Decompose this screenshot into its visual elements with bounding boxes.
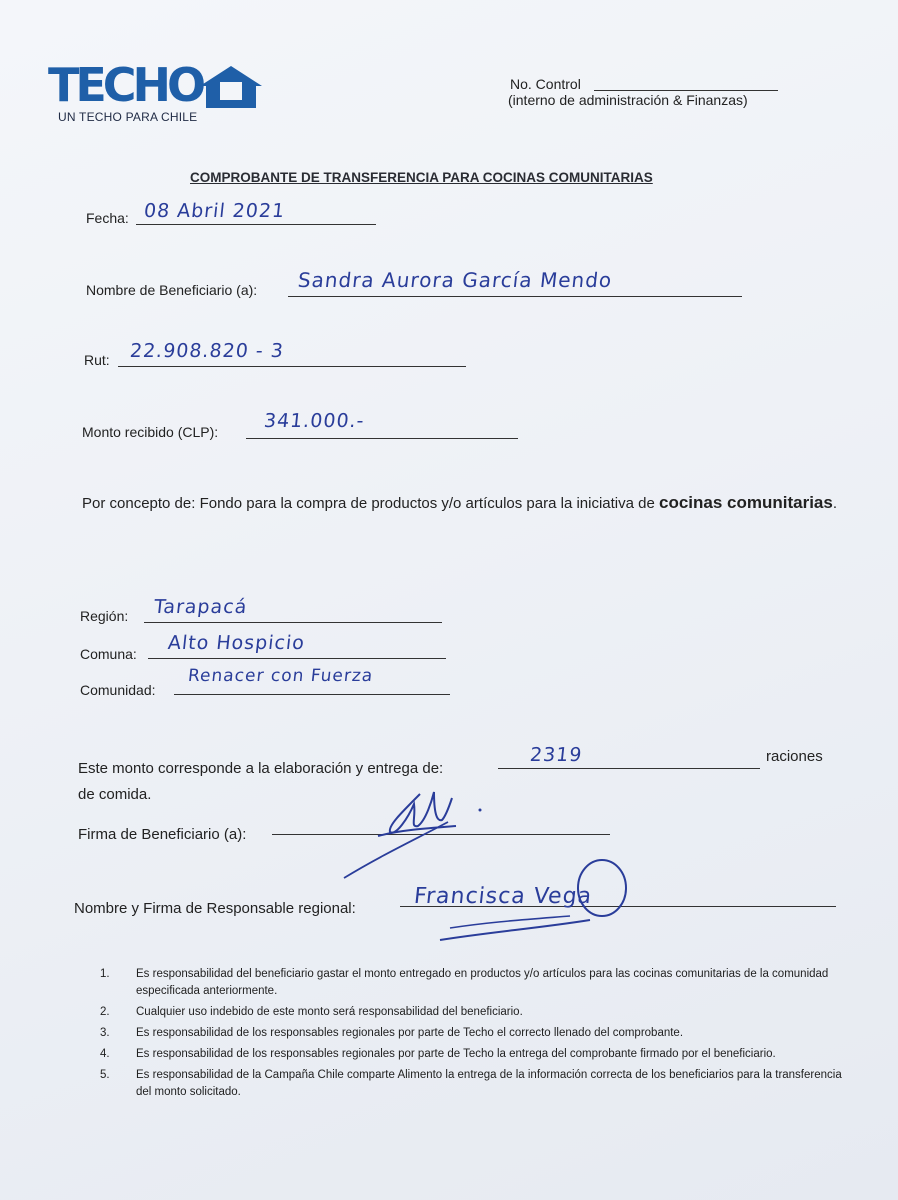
fecha-value: 08 Abril 2021 [142, 200, 287, 222]
concepto-end: . [832, 495, 838, 512]
fecha-label: Fecha: [86, 210, 129, 226]
note-number: 3. [100, 1027, 110, 1039]
beneficiario-value: Sandra Aurora García Mendo [296, 268, 614, 292]
region-value: Tarapacá [152, 596, 249, 618]
concepto-bold: cocinas comunitarias [659, 493, 833, 512]
techo-logo [48, 58, 228, 124]
note-number: 5. [100, 1069, 110, 1081]
monto-label: Monto recibido (CLP): [82, 424, 219, 440]
region-label: Región: [80, 608, 129, 624]
raciones-value: 2319 [528, 744, 584, 766]
raciones-suffix: raciones [766, 748, 823, 765]
comunidad-value: Renacer con Fuerza [186, 666, 375, 686]
comuna-field[interactable] [148, 658, 446, 659]
note-text: Cualquier uso indebido de este monto será responsabilidad del beneficiario. [136, 1006, 523, 1018]
raciones-field[interactable] [498, 768, 760, 769]
rut-field[interactable] [118, 366, 466, 367]
beneficiario-field[interactable] [288, 296, 742, 297]
rut-label: Rut: [84, 352, 110, 368]
control-label: No. Control [510, 76, 581, 92]
raciones-label: Este monto corresponde a la elaboración y entrega de: [78, 760, 444, 777]
document-title: COMPROBANTE DE TRANSFERENCIA PARA COCINAS COMUNITARIAS [190, 170, 653, 185]
monto-field[interactable] [246, 438, 518, 439]
raciones-line2: de comida. [78, 786, 152, 803]
comunidad-label: Comunidad: [80, 682, 156, 698]
beneficiario-label: Nombre de Beneficiario (a): [86, 282, 258, 298]
comuna-label: Comuna: [80, 646, 137, 662]
note-item [100, 1046, 860, 1063]
note-text: Es responsabilidad de los responsables regionales por parte de Techo el correcto llenado del comprobante. [136, 1027, 684, 1039]
responsible-signature-flourish [430, 850, 640, 946]
rut-value: 22.908.820 - 3 [128, 340, 285, 362]
note-item [100, 1004, 860, 1021]
note-item [100, 1025, 860, 1042]
note-number: 4. [100, 1048, 110, 1060]
house-icon [194, 64, 268, 110]
note-text: Es responsabilidad de la Campaña Chile comparte Alimento la entrega de la información correcta de los beneficiarios para la transferencia del monto solicitado. [136, 1069, 842, 1098]
note-text: Es responsabilidad de los responsables regionales por parte de Techo la entrega del comprobante firmado por el beneficiario. [136, 1048, 776, 1060]
firma-beneficiario-label: Firma de Beneficiario (a): [78, 826, 247, 843]
region-field[interactable] [144, 622, 442, 623]
note-number: 1. [100, 968, 110, 980]
note-item [100, 1067, 860, 1101]
firma-responsable-value: Francisca Vega [412, 884, 594, 909]
logo-wordmark: TECHO [48, 58, 203, 112]
note-item [100, 966, 860, 1000]
note-number: 2. [100, 1006, 110, 1018]
monto-value: 341.000.- [262, 410, 366, 432]
comuna-value: Alto Hospicio [166, 632, 307, 654]
notes-list [100, 966, 860, 1105]
concepto-paragraph [82, 486, 842, 521]
logo-tagline: UN TECHO PARA CHILE [58, 110, 198, 124]
note-text: Es responsabilidad del beneficiario gastar el monto entregado en productos y/o artículos para las cocinas comunitarias de la comunidad especificada anteriormente. [136, 968, 829, 997]
concepto-text: Por concepto de: Fondo para la compra de productos y/o artículos para la iniciativa de [82, 495, 659, 512]
control-field[interactable] [594, 90, 778, 91]
comunidad-field[interactable] [174, 694, 450, 695]
control-sublabel: (interno de administración & Finanzas) [508, 92, 748, 108]
fecha-field[interactable] [136, 224, 376, 225]
firma-responsable-label: Nombre y Firma de Responsable regional: [74, 900, 356, 917]
